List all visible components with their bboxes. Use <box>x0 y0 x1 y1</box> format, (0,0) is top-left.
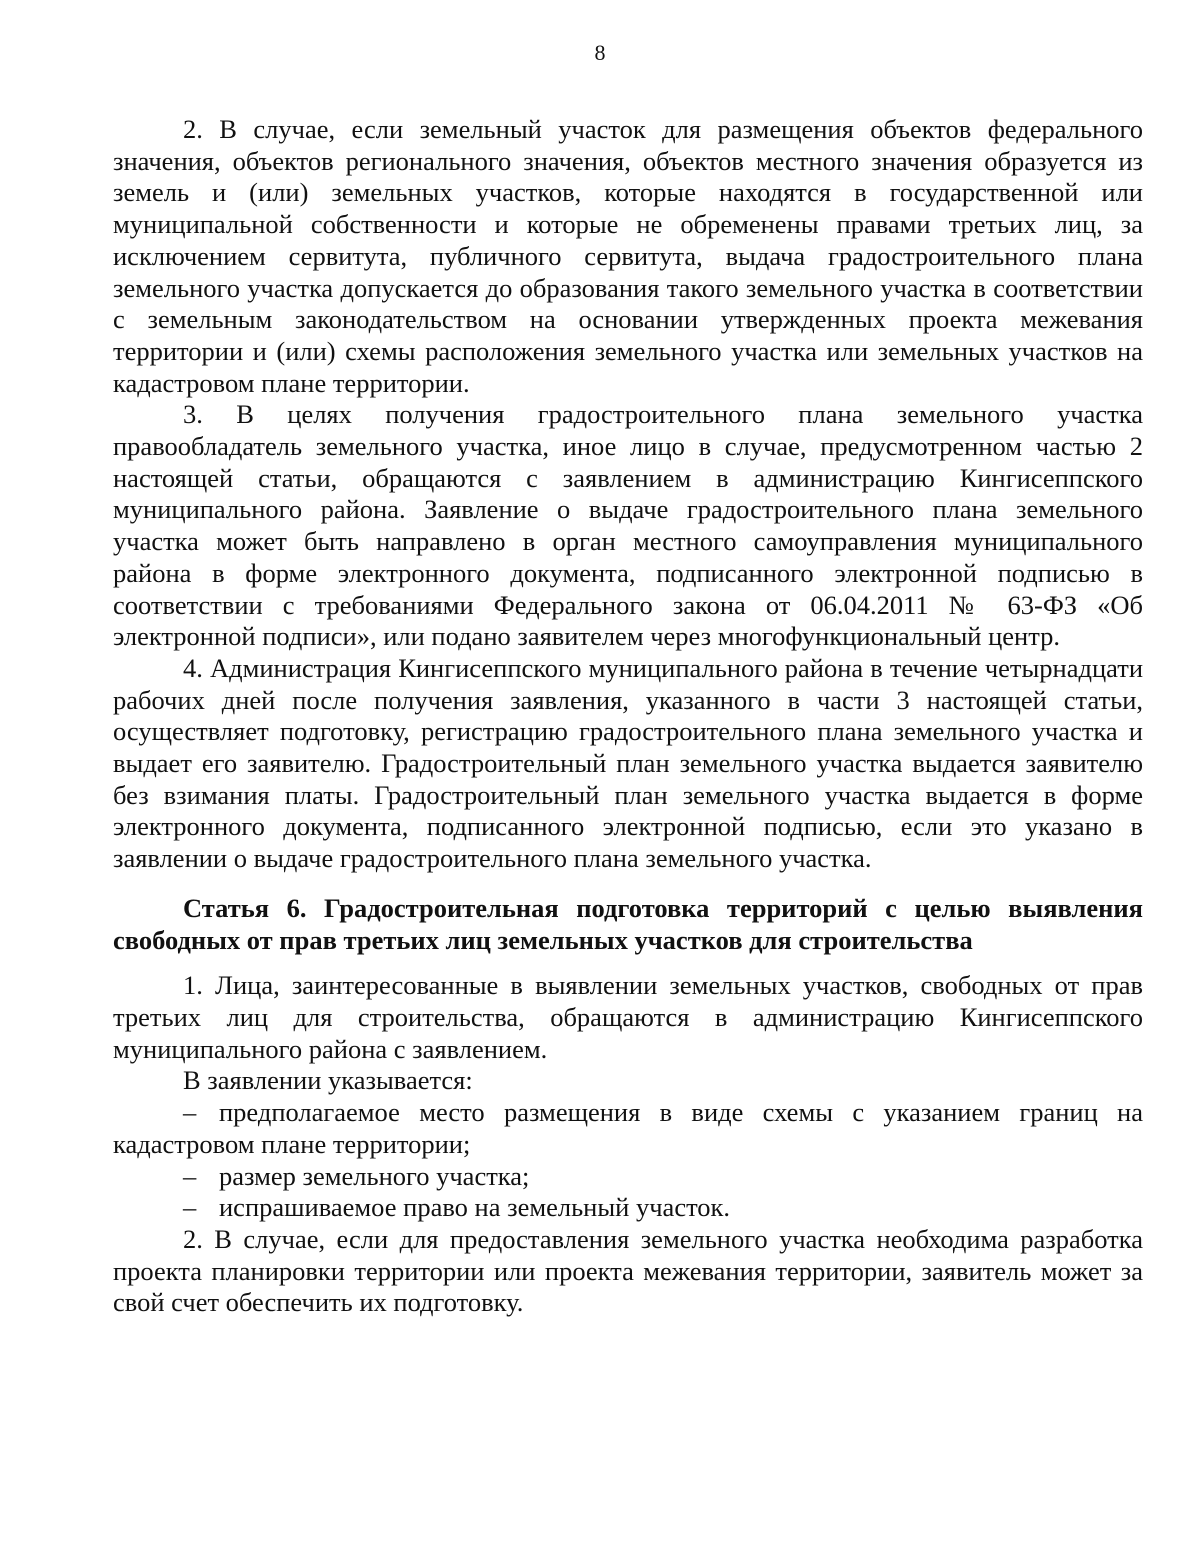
article-6-paragraph-1: 1. Лица, заинтересованные в выявлении земельных участков, свободных от прав третьих лиц для строительства, обращаются в администрацию Кингисеппского муниципального района с заявлением. <box>113 970 1143 1064</box>
page-number: 8 <box>594 40 606 65</box>
paragraph-4: 4. Администрация Кингисеппского муниципального района в течение четырнадцати рабочих дней после получения заявления, указанного в части 3 настоящей статьи, осуществляет подготовку, регистрацию градостроительного плана земельного участка и выдает его заявителю. Градостроительный план земельного участка выдается заявителю без взимания платы. Градостроительный план земельного участка выдается в форме электронного документа, подписанного электронной подписью, если это указано в заявлении о выдаче градостроительного плана земельного участка. <box>113 652 1143 874</box>
paragraph-3: 3. В целях получения градостроительного плана земельного участка правообладатель земельного участка, иное лицо в случае, предусмотренном частью 2 настоящей статьи, обращаются с заявлением в администрацию Кингисеппского муниципального района. Заявление о выдаче градостроительного плана земельного участка может быть направлено в орган местного самоуправления муниципального района в форме электронного документа, подписанного электронной подписью в соответствии с требованиями Федерального закона от 06.04.2011 № 63-ФЗ «Об электронной подписи», или подано заявителем через многофункциональный центр. <box>113 399 1143 652</box>
list-item-text: испрашиваемое право на земельный участок. <box>219 1192 731 1223</box>
article-6-paragraph-2: 2. В случае, если для предоставления земельного участка необходима разработка проекта планировки территории или проекта межевания территории, заявитель может за свой счет обеспечить их подготовку. <box>113 1223 1143 1318</box>
article-6-heading: Статья 6. Градостроительная подготовка территорий с целью выявления свободных от прав третьих лиц земельных участков для строительства <box>113 892 1143 955</box>
list-item <box>113 1161 1143 1193</box>
dash-marker: – <box>183 1192 197 1223</box>
dash-marker: – <box>183 1097 197 1128</box>
list-item-text: предполагаемое место размещения в виде схемы с указанием границ на кадастровом плане территории; <box>113 1097 1143 1159</box>
list-item-text: размер земельного участка; <box>219 1160 530 1191</box>
list-item <box>113 1192 1143 1224</box>
application-contents-intro: В заявлении указывается: <box>183 1065 473 1096</box>
dash-marker: – <box>183 1160 197 1191</box>
paragraph-2: 2. В случае, если земельный участок для размещения объектов федерального значения, объектов регионального значения, объектов местного значения образуется из земель и (или) земельных участков, которые находятся в государственной или муниципальной собственности и которые не обременены правами третьих лиц, за исключением сервитута, публичного сервитута, выдача градостроительного плана земельного участка допускается до образования такого земельного участка в соответствии с земельным законодательством на основании утвержденных проекта межевания территории и (или) схемы расположения земельного участка или земельных участков на кадастровом плане территории. <box>113 114 1143 398</box>
list-item <box>113 1097 1143 1160</box>
document-body <box>113 114 1143 1319</box>
